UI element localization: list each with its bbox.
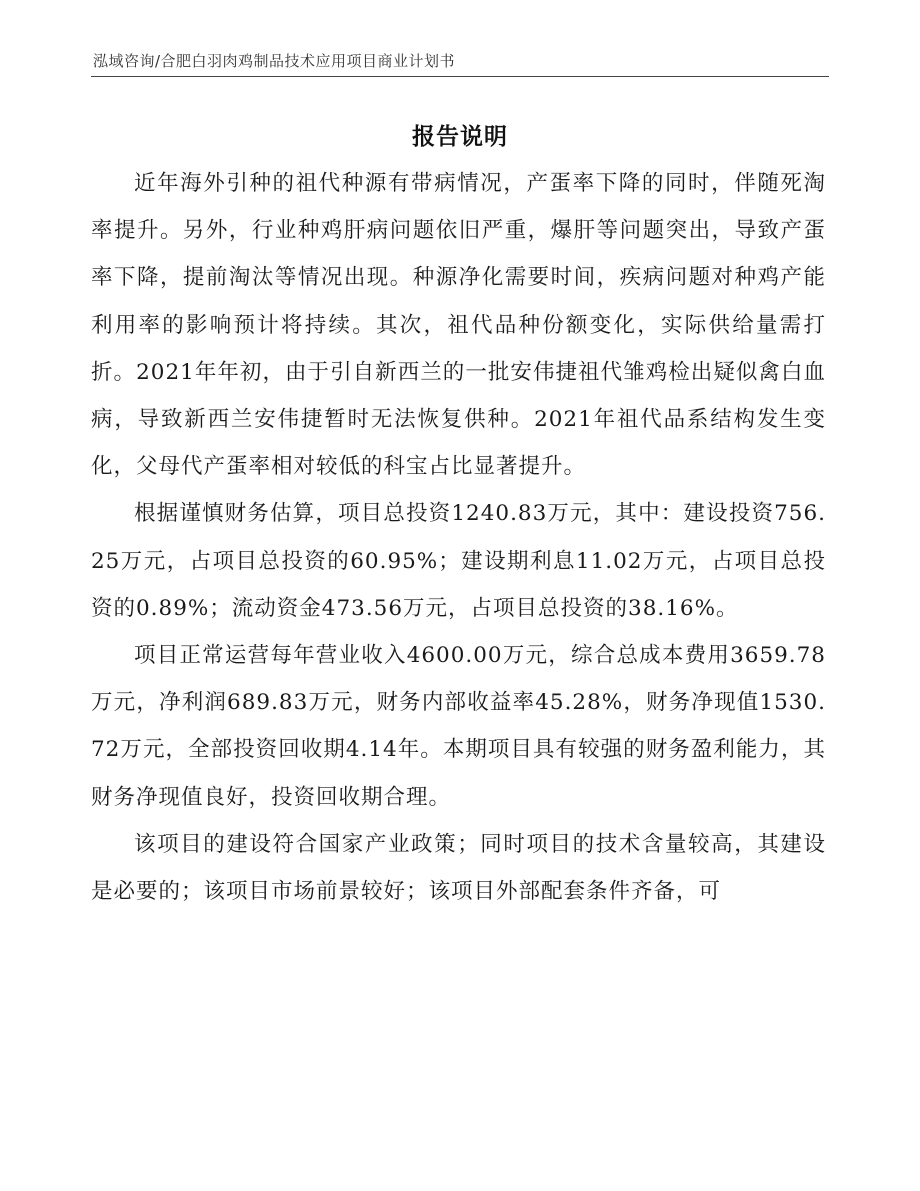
header-divider	[91, 76, 829, 77]
paragraph-background: 近年海外引种的祖代种源有带病情况，产蛋率下降的同时，伴随死淘率提升。另外，行业种鸡肝病问题依旧严重，爆肝等问题突出，导致产蛋率下降，提前淘汰等情况出现。种源净化需要时间，疾病问题对种鸡产能利用率的影响预计将持续。其次，祖代品种份额变化，实际供给量需打折。2021年年初，由于引自新西兰的一批安伟捷祖代雏鸡检出疑似禽白血病，导致新西兰安伟捷暂时无法恢复供种。2021年祖代品系结构发生变化，父母代产蛋率相对较低的科宝占比显著提升。	[91, 171, 826, 480]
body-text	[91, 160, 826, 915]
paragraph-conclusion: 该项目的建设符合国家产业政策；同时项目的技术含量较高，其建设是必要的；该项目市场前景较好；该项目外部配套条件齐备，可	[91, 831, 826, 905]
section-title: 报告说明	[412, 124, 508, 150]
paragraph-investment: 根据谨慎财务估算，项目总投资1240.83万元，其中：建设投资756.25万元，占项目总投资的60.95%；建设期利息11.02万元，占项目总投资的0.89%；流动资金473.56万元，占项目总投资的38.16%。	[91, 501, 826, 621]
paragraph-financials: 项目正常运营每年营业收入4600.00万元，综合总成本费用3659.78万元，净利润689.83万元，财务内部收益率45.28%，财务净现值1530.72万元，全部投资回收期4.14年。本期项目具有较强的财务盈利能力，其财务净现值良好，投资回收期合理。	[91, 643, 826, 810]
running-header: 泓域咨询/合肥白羽肉鸡制品技术应用项目商业计划书	[93, 52, 456, 70]
